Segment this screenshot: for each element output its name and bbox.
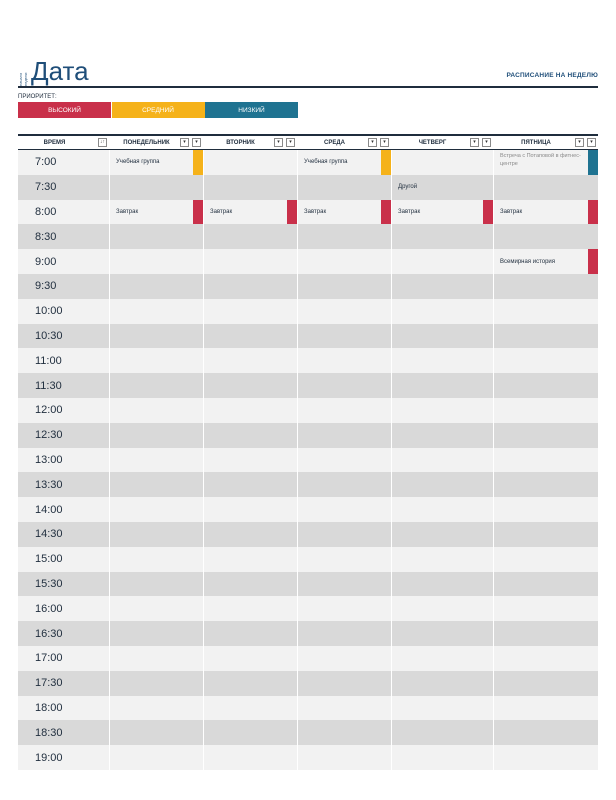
schedule-cell-tuesday[interactable]: [204, 720, 297, 745]
time-label: 9:30: [35, 280, 57, 293]
schedule-cell-friday[interactable]: [494, 299, 598, 324]
event-text: Другой: [398, 184, 418, 191]
schedule-cell-friday[interactable]: [494, 596, 598, 621]
time-label: 18:30: [35, 726, 63, 739]
table-row: [18, 596, 598, 621]
schedule-cell-thursday[interactable]: [392, 472, 493, 497]
schedule-cell-tuesday[interactable]: [204, 373, 297, 398]
schedule-cell-wednesday[interactable]: [298, 572, 391, 597]
header-divider: [18, 86, 598, 88]
schedule-cell-wednesday[interactable]: [298, 646, 391, 671]
schedule-cell-friday[interactable]: [494, 572, 598, 597]
schedule-cell-thursday[interactable]: [392, 646, 493, 671]
filter-dropdown-thursday[interactable]: ▾: [482, 138, 491, 147]
schedule-cell-monday[interactable]: [110, 621, 203, 646]
schedule-cell-friday[interactable]: [494, 150, 598, 175]
table-row: [18, 497, 598, 522]
table-row: [18, 175, 598, 200]
schedule-cell-thursday[interactable]: [392, 522, 493, 547]
schedule-cell-monday[interactable]: [110, 398, 203, 423]
column-header-label: ВТОРНИК: [226, 139, 255, 146]
column-header-time: [18, 136, 109, 149]
time-cell[interactable]: [18, 224, 109, 249]
page-header: [18, 56, 598, 88]
schedule-cell-tuesday[interactable]: [204, 522, 297, 547]
schedule-cell-wednesday[interactable]: [298, 249, 391, 274]
table-row: [18, 472, 598, 497]
time-cell[interactable]: [18, 696, 109, 721]
time-label: 16:30: [35, 627, 63, 640]
schedule-cell-monday[interactable]: [110, 448, 203, 473]
schedule-cell-friday[interactable]: [494, 348, 598, 373]
time-label: 17:30: [35, 677, 63, 690]
schedule-cell-thursday[interactable]: [392, 423, 493, 448]
schedule-cell-tuesday[interactable]: [204, 274, 297, 299]
schedule-cell-thursday[interactable]: [392, 150, 493, 175]
time-cell[interactable]: [18, 596, 109, 621]
time-cell[interactable]: [18, 448, 109, 473]
event-text: Учебная группа: [304, 159, 348, 166]
filter-dropdown-time[interactable]: ↓↑: [100, 139, 105, 145]
time-label: 15:00: [35, 553, 63, 566]
event-text: Учебная группа: [116, 159, 160, 166]
schedule-cell-wednesday[interactable]: [298, 696, 391, 721]
schedule-cell-monday[interactable]: [110, 249, 203, 274]
time-cell[interactable]: [18, 522, 109, 547]
page-title[interactable]: Дата: [31, 56, 89, 86]
priority-flag-high: [588, 200, 598, 225]
event-text: Завтрак: [500, 208, 523, 215]
table-row: [18, 249, 598, 274]
table-row: [18, 720, 598, 745]
schedule-cell-friday[interactable]: [494, 324, 598, 349]
table-row: [18, 200, 598, 225]
table-row: [18, 696, 598, 721]
time-cell[interactable]: [18, 274, 109, 299]
schedule-cell-friday[interactable]: [494, 745, 598, 770]
schedule-cell-friday[interactable]: [494, 696, 598, 721]
schedule-cell-friday[interactable]: [494, 373, 598, 398]
time-label: 15:30: [35, 577, 63, 590]
time-cell[interactable]: [18, 572, 109, 597]
column-header-monday: [110, 136, 203, 149]
schedule-cell-wednesday[interactable]: [298, 448, 391, 473]
schedule-cell-thursday[interactable]: [392, 621, 493, 646]
schedule-cell-wednesday[interactable]: [298, 745, 391, 770]
table-row: [18, 150, 598, 175]
schedule-cell-tuesday[interactable]: [204, 224, 297, 249]
time-label: 12:30: [35, 429, 63, 442]
schedule-cell-wednesday[interactable]: [298, 621, 391, 646]
schedule-cell-tuesday[interactable]: [204, 299, 297, 324]
schedule-cell-wednesday[interactable]: [298, 299, 391, 324]
sort-dropdown-friday[interactable]: ▾: [575, 138, 584, 147]
schedule-cell-thursday[interactable]: [392, 373, 493, 398]
schedule-label: РАСПИСАНИЕ НА НЕДЕЛЮ: [506, 72, 598, 79]
schedule-cell-monday[interactable]: [110, 150, 203, 175]
schedule-cell-tuesday[interactable]: [204, 745, 297, 770]
schedule-cell-friday[interactable]: [494, 224, 598, 249]
time-label: 10:30: [35, 329, 63, 342]
schedule-cell-friday[interactable]: [494, 646, 598, 671]
time-label: 9:00: [35, 255, 57, 268]
event-text: Всемирная история: [500, 258, 556, 265]
schedule-cell-thursday[interactable]: [392, 200, 493, 225]
week-start-label: начало недели: [18, 72, 28, 86]
column-header-wednesday: [298, 136, 391, 149]
time-label: 16:00: [35, 602, 63, 615]
schedule-cell-thursday[interactable]: [392, 398, 493, 423]
time-cell[interactable]: [18, 373, 109, 398]
sort-dropdown-monday[interactable]: ▾: [180, 138, 189, 147]
schedule-cell-monday[interactable]: [110, 696, 203, 721]
time-cell[interactable]: [18, 547, 109, 572]
event-text: Завтрак: [398, 208, 421, 215]
time-label: 11:30: [35, 379, 62, 392]
schedule-cell-thursday[interactable]: [392, 745, 493, 770]
time-label: 14:30: [35, 528, 63, 541]
table-row: [18, 324, 598, 349]
schedule-cell-wednesday[interactable]: [298, 522, 391, 547]
priority-low: НИЗКИЙ: [205, 102, 298, 118]
time-cell[interactable]: [18, 621, 109, 646]
schedule-cell-monday[interactable]: [110, 373, 203, 398]
time-label: 12:00: [35, 404, 63, 417]
schedule-cell-thursday[interactable]: [392, 497, 493, 522]
schedule-cell-thursday[interactable]: [392, 696, 493, 721]
schedule-cell-wednesday[interactable]: [298, 472, 391, 497]
schedule-cell-monday[interactable]: [110, 175, 203, 200]
schedule-cell-thursday[interactable]: [392, 299, 493, 324]
schedule-cell-wednesday[interactable]: [298, 671, 391, 696]
table-row: [18, 671, 598, 696]
schedule-cell-tuesday[interactable]: [204, 497, 297, 522]
schedule-cell-friday[interactable]: [494, 547, 598, 572]
schedule-cell-thursday[interactable]: [392, 572, 493, 597]
sort-dropdown-tuesday[interactable]: ▾: [274, 138, 283, 147]
priority-flag-high: [287, 200, 297, 225]
schedule-cell-thursday[interactable]: [392, 175, 493, 200]
table-row: [18, 522, 598, 547]
sort-dropdown-wednesday[interactable]: ▾: [368, 138, 377, 147]
time-cell[interactable]: [18, 249, 109, 274]
priority-flag-medium: [193, 150, 203, 175]
priority-legend: [18, 102, 298, 118]
time-label: 11:00: [35, 354, 62, 367]
schedule-cell-tuesday[interactable]: [204, 324, 297, 349]
time-cell[interactable]: [18, 175, 109, 200]
schedule-cell-thursday[interactable]: [392, 348, 493, 373]
schedule-cell-wednesday[interactable]: [298, 348, 391, 373]
priority-flag-high: [381, 200, 391, 225]
time-cell[interactable]: [18, 497, 109, 522]
schedule-cell-tuesday[interactable]: [204, 646, 297, 671]
schedule-cell-monday[interactable]: [110, 224, 203, 249]
schedule-cell-tuesday[interactable]: [204, 249, 297, 274]
priority-flag-high: [588, 249, 598, 274]
table-row: [18, 745, 598, 770]
schedule-cell-friday[interactable]: [494, 274, 598, 299]
column-header-label: СРЕДА: [324, 139, 345, 146]
schedule-cell-thursday[interactable]: [392, 274, 493, 299]
schedule-cell-monday[interactable]: [110, 497, 203, 522]
sort-dropdown-thursday[interactable]: ▾: [470, 138, 479, 147]
schedule-cell-friday[interactable]: [494, 720, 598, 745]
schedule-cell-tuesday[interactable]: [204, 621, 297, 646]
schedule-cell-monday[interactable]: [110, 646, 203, 671]
event-text: Встреча с Потаповой в фитнес-центре: [500, 153, 581, 167]
table-row: [18, 646, 598, 671]
schedule-cell-friday[interactable]: [494, 398, 598, 423]
time-label: 19:00: [35, 751, 63, 764]
schedule-cell-friday[interactable]: [494, 448, 598, 473]
column-header-label: ВРЕМЯ: [43, 139, 66, 146]
table-row: [18, 448, 598, 473]
table-row: [18, 547, 598, 572]
schedule-cell-thursday[interactable]: [392, 249, 493, 274]
schedule-cell-tuesday[interactable]: [204, 175, 297, 200]
schedule-cell-monday[interactable]: [110, 596, 203, 621]
schedule-cell-tuesday[interactable]: [204, 596, 297, 621]
schedule-cell-wednesday[interactable]: [298, 398, 391, 423]
schedule-cell-tuesday[interactable]: [204, 696, 297, 721]
schedule-cell-wednesday[interactable]: [298, 200, 391, 225]
schedule-cell-monday[interactable]: [110, 200, 203, 225]
schedule-cell-wednesday[interactable]: [298, 274, 391, 299]
schedule-cell-tuesday[interactable]: [204, 200, 297, 225]
schedule-cell-tuesday[interactable]: [204, 572, 297, 597]
schedule-cell-monday[interactable]: [110, 423, 203, 448]
schedule-cell-wednesday[interactable]: [298, 224, 391, 249]
schedule-cell-thursday[interactable]: [392, 448, 493, 473]
time-label: 8:00: [35, 205, 57, 218]
priority-flag-high: [193, 200, 203, 225]
column-header-tuesday: [204, 136, 297, 149]
schedule-cell-wednesday[interactable]: [298, 175, 391, 200]
time-label: 10:00: [35, 305, 63, 318]
table-row: [18, 398, 598, 423]
schedule-cell-monday[interactable]: [110, 274, 203, 299]
table-row: [18, 373, 598, 398]
priority-label: ПРИОРИТЕТ:: [18, 94, 57, 100]
time-cell[interactable]: [18, 200, 109, 225]
schedule-cell-friday[interactable]: [494, 423, 598, 448]
schedule-cell-wednesday[interactable]: [298, 373, 391, 398]
schedule-cell-friday[interactable]: [494, 621, 598, 646]
schedule-cell-thursday[interactable]: [392, 720, 493, 745]
column-header-label: ЧЕТВЕРГ: [418, 139, 447, 146]
filter-dropdown-tuesday[interactable]: ▾: [286, 138, 295, 147]
time-cell[interactable]: [18, 423, 109, 448]
time-label: 8:30: [35, 230, 57, 243]
column-header-label: ПОНЕДЕЛЬНИК: [123, 139, 170, 146]
schedule-cell-friday[interactable]: [494, 249, 598, 274]
time-label: 13:30: [35, 478, 63, 491]
schedule-cell-thursday[interactable]: [392, 671, 493, 696]
schedule-cell-wednesday[interactable]: [298, 720, 391, 745]
priority-medium: СРЕДНИЙ: [112, 102, 205, 118]
table-row: [18, 274, 598, 299]
time-cell[interactable]: [18, 671, 109, 696]
schedule-cell-monday[interactable]: [110, 745, 203, 770]
table-row: [18, 224, 598, 249]
table-row: [18, 299, 598, 324]
schedule-cell-thursday[interactable]: [392, 547, 493, 572]
time-cell[interactable]: [18, 324, 109, 349]
schedule-cell-friday[interactable]: [494, 472, 598, 497]
table-header-row: [18, 136, 598, 149]
time-cell[interactable]: [18, 646, 109, 671]
priority-flag-low: [588, 150, 598, 175]
table-row: [18, 621, 598, 646]
schedule-cell-wednesday[interactable]: [298, 324, 391, 349]
time-cell[interactable]: [18, 398, 109, 423]
schedule-cell-wednesday[interactable]: [298, 150, 391, 175]
schedule-cell-thursday[interactable]: [392, 224, 493, 249]
schedule-cell-tuesday[interactable]: [204, 348, 297, 373]
schedule-cell-tuesday[interactable]: [204, 472, 297, 497]
schedule-cell-wednesday[interactable]: [298, 423, 391, 448]
schedule-cell-wednesday[interactable]: [298, 596, 391, 621]
table-row: [18, 572, 598, 597]
schedule-cell-wednesday[interactable]: [298, 547, 391, 572]
schedule-cell-thursday[interactable]: [392, 324, 493, 349]
schedule-cell-thursday[interactable]: [392, 596, 493, 621]
column-header-label: ПЯТНИЦА: [521, 139, 551, 146]
schedule-cell-monday[interactable]: [110, 348, 203, 373]
schedule-cell-tuesday[interactable]: [204, 150, 297, 175]
time-label: 13:00: [35, 453, 63, 466]
priority-flag-medium: [381, 150, 391, 175]
schedule-cell-monday[interactable]: [110, 547, 203, 572]
schedule-cell-friday[interactable]: [494, 497, 598, 522]
schedule-cell-friday[interactable]: [494, 671, 598, 696]
time-label: 7:00: [35, 156, 57, 169]
schedule-cell-wednesday[interactable]: [298, 497, 391, 522]
filter-dropdown-monday[interactable]: ▾: [192, 138, 201, 147]
schedule-cell-monday[interactable]: [110, 324, 203, 349]
schedule-cell-monday[interactable]: [110, 572, 203, 597]
schedule-cell-friday[interactable]: [494, 522, 598, 547]
time-cell[interactable]: [18, 720, 109, 745]
event-text: Завтрак: [210, 208, 233, 215]
time-label: 17:00: [35, 652, 63, 665]
table-row: [18, 423, 598, 448]
schedule-cell-tuesday[interactable]: [204, 671, 297, 696]
schedule-cell-monday[interactable]: [110, 299, 203, 324]
schedule-cell-monday[interactable]: [110, 720, 203, 745]
time-label: 7:30: [35, 181, 57, 194]
filter-dropdown-wednesday[interactable]: ▾: [380, 138, 389, 147]
time-cell[interactable]: [18, 348, 109, 373]
filter-dropdown-friday[interactable]: ▾: [587, 138, 596, 147]
time-cell[interactable]: [18, 299, 109, 324]
event-text: Завтрак: [304, 208, 327, 215]
schedule-cell-monday[interactable]: [110, 522, 203, 547]
time-cell[interactable]: [18, 472, 109, 497]
schedule-cell-friday[interactable]: [494, 175, 598, 200]
priority-high: ВЫСОКИЙ: [18, 102, 111, 118]
schedule-cell-friday[interactable]: [494, 200, 598, 225]
time-label: 14:00: [35, 503, 63, 516]
event-text: Завтрак: [116, 208, 139, 215]
time-label: 18:00: [35, 701, 63, 714]
schedule-cell-monday[interactable]: [110, 671, 203, 696]
schedule-cell-tuesday[interactable]: [204, 448, 297, 473]
priority-flag-high: [483, 200, 493, 225]
schedule-cell-tuesday[interactable]: [204, 547, 297, 572]
table-row: [18, 348, 598, 373]
schedule-cell-tuesday[interactable]: [204, 423, 297, 448]
schedule-cell-monday[interactable]: [110, 472, 203, 497]
time-cell[interactable]: [18, 745, 109, 770]
time-cell[interactable]: [18, 150, 109, 175]
schedule-cell-tuesday[interactable]: [204, 398, 297, 423]
